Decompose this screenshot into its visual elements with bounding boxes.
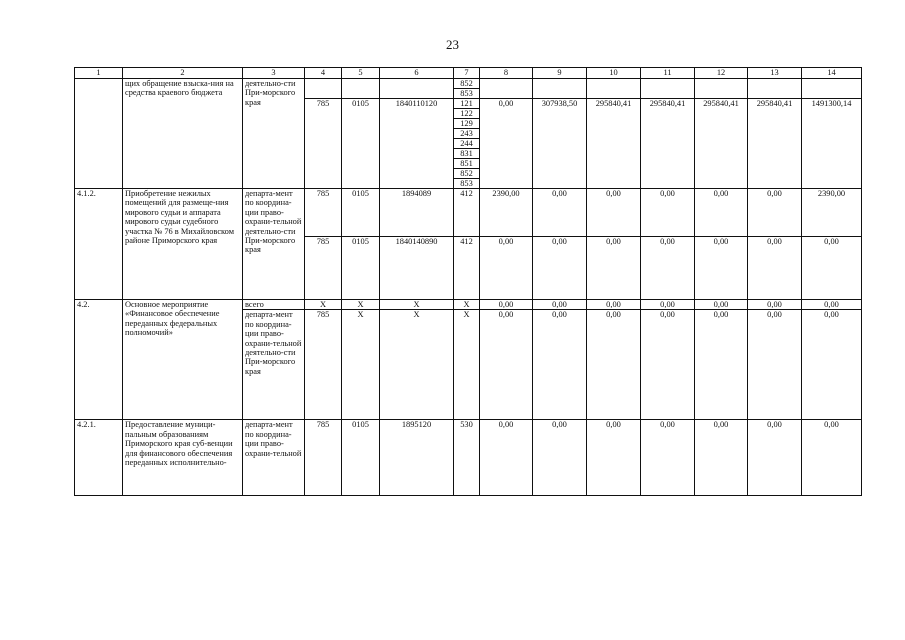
column-header: 6	[380, 68, 454, 79]
value-col-9: 0,00	[533, 300, 587, 310]
target-article-code: X	[380, 300, 454, 310]
target-article-code: 1840140890	[380, 237, 454, 300]
value-col-14: 0,00	[802, 420, 862, 496]
measure-name: щих обращение взыска-ния на средства краевого бюджета	[123, 79, 243, 189]
column-header: 3	[243, 68, 305, 79]
column-header: 7	[454, 68, 480, 79]
expense-type-code: X	[454, 300, 480, 310]
value-col-13: 0,00	[748, 237, 802, 300]
value-col-9: 0,00	[533, 237, 587, 300]
expense-type-code: 831	[454, 149, 480, 159]
target-article-code: 1840110120	[380, 99, 454, 189]
value-col-12: 0,00	[695, 420, 748, 496]
grbs-code: X	[305, 300, 342, 310]
page-number: 23	[446, 37, 459, 52]
value-col-14: 2390,00	[802, 189, 862, 237]
section-code: 0105	[342, 420, 380, 496]
value-col-11: 295840,41	[641, 99, 695, 189]
target-article-code: 1894089	[380, 189, 454, 237]
value-col-10: 295840,41	[587, 99, 641, 189]
value-col-8: 0,00	[480, 99, 533, 189]
value-col-10: 0,00	[587, 237, 641, 300]
table-row	[75, 79, 862, 89]
value-col-14: 0,00	[802, 237, 862, 300]
responsible-org: департа-мент по координа-ции право-охрани-тельной деятельно-сти При-морского края	[243, 189, 305, 300]
grbs-code: 785	[305, 99, 342, 189]
value-col-8: 0,00	[480, 420, 533, 496]
column-header: 10	[587, 68, 641, 79]
column-header: 12	[695, 68, 748, 79]
column-header: 13	[748, 68, 802, 79]
expense-type-code: 412	[454, 189, 480, 237]
column-header: 14	[802, 68, 862, 79]
row-number	[75, 79, 123, 189]
section-code: 0105	[342, 189, 380, 237]
value-col-10: 0,00	[587, 189, 641, 237]
column-header: 8	[480, 68, 533, 79]
table-row	[75, 189, 862, 237]
value-col-10: 0,00	[587, 310, 641, 420]
row-number: 4.2.	[75, 300, 123, 420]
grbs-code: 785	[305, 237, 342, 300]
table-row	[75, 300, 862, 310]
expense-type-code: 852	[454, 79, 480, 89]
column-header: 2	[123, 68, 243, 79]
expense-type-code: 129	[454, 119, 480, 129]
value-col-8: 0,00	[480, 310, 533, 420]
value-col-11: 0,00	[641, 237, 695, 300]
section-code: X	[342, 300, 380, 310]
responsible-org: департа-мент по координа-ции право-охрани-тельной	[243, 420, 305, 496]
grbs-code: 785	[305, 420, 342, 496]
column-header: 5	[342, 68, 380, 79]
value-col-13: 0,00	[748, 420, 802, 496]
value-col-13: 0,00	[748, 310, 802, 420]
column-header: 1	[75, 68, 123, 79]
expense-type-code: 121	[454, 99, 480, 109]
value-col-9: 0,00	[533, 189, 587, 237]
measure-name: Предоставление муници-пальным образованиям Приморского края суб-венции для финансового обеспечения переданных исполнительно-	[123, 420, 243, 496]
expense-type-code: X	[454, 310, 480, 420]
row-number: 4.1.2.	[75, 189, 123, 300]
value-col-9: 0,00	[533, 420, 587, 496]
responsible-org: всего	[243, 300, 305, 310]
target-article-code: 1895120	[380, 420, 454, 496]
value-col-12: 0,00	[695, 189, 748, 237]
row-number: 4.2.1.	[75, 420, 123, 496]
expense-type-code: 853	[454, 179, 480, 189]
expense-type-code: 122	[454, 109, 480, 119]
value-col-14: 0,00	[802, 300, 862, 310]
value-col-9: 307938,50	[533, 99, 587, 189]
value-col-8: 0,00	[480, 237, 533, 300]
budget-table	[74, 67, 862, 496]
expense-type-code: 244	[454, 139, 480, 149]
value-col-12: 0,00	[695, 310, 748, 420]
column-header: 4	[305, 68, 342, 79]
expense-type-code: 530	[454, 420, 480, 496]
grbs-code: 785	[305, 310, 342, 420]
measure-name: Основное мероприятие «Финансовое обеспечение переданных федеральных полномочий»	[123, 300, 243, 420]
value-col-10: 0,00	[587, 420, 641, 496]
section-code: 0105	[342, 237, 380, 300]
section-code: 0105	[342, 99, 380, 189]
expense-type-code: 852	[454, 169, 480, 179]
value-col-10: 0,00	[587, 300, 641, 310]
value-col-11: 0,00	[641, 310, 695, 420]
expense-type-code: 412	[454, 237, 480, 300]
responsible-org: департа-мент по координа-ции право-охрани-тельной деятельно-сти При-морского края	[243, 310, 305, 420]
value-col-11: 0,00	[641, 300, 695, 310]
grbs-code: 785	[305, 189, 342, 237]
value-col-9: 0,00	[533, 310, 587, 420]
value-col-14: 0,00	[802, 310, 862, 420]
section-code: X	[342, 310, 380, 420]
expense-type-code: 851	[454, 159, 480, 169]
expense-type-code: 853	[454, 89, 480, 99]
table-header-row	[75, 68, 862, 79]
table-row	[75, 420, 862, 496]
measure-name: Приобретение нежилых помещений для размеще-ния мирового судьи и аппарата мирового судьи судебного участка № 76 в Михайловском районе Приморского края	[123, 189, 243, 300]
value-col-14: 1491300,14	[802, 99, 862, 189]
value-col-8: 2390,00	[480, 189, 533, 237]
value-col-11: 0,00	[641, 189, 695, 237]
value-col-12: 0,00	[695, 237, 748, 300]
value-col-13: 295840,41	[748, 99, 802, 189]
value-col-8: 0,00	[480, 300, 533, 310]
value-col-12: 0,00	[695, 300, 748, 310]
target-article-code: X	[380, 310, 454, 420]
column-header: 11	[641, 68, 695, 79]
responsible-org: деятельно-сти При-морского края	[243, 79, 305, 189]
value-col-13: 0,00	[748, 189, 802, 237]
expense-type-code: 243	[454, 129, 480, 139]
column-header: 9	[533, 68, 587, 79]
value-col-13: 0,00	[748, 300, 802, 310]
value-col-12: 295840,41	[695, 99, 748, 189]
value-col-11: 0,00	[641, 420, 695, 496]
